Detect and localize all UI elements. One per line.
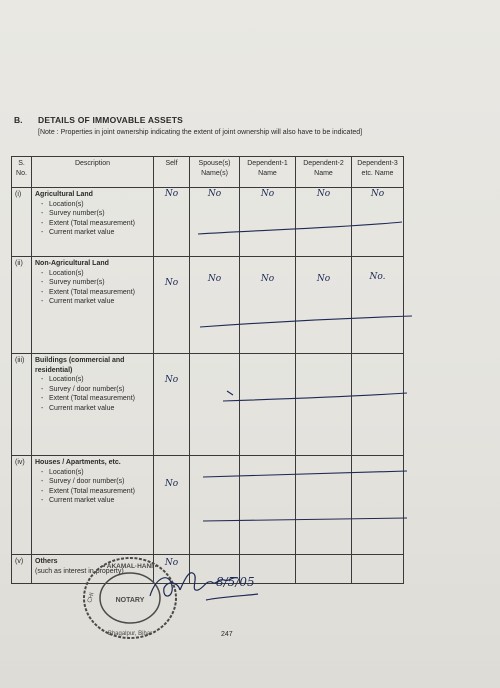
entry-self: No	[154, 456, 190, 555]
list-item: - Survey number(s)	[41, 209, 150, 219]
list-item: - Location(s)	[41, 200, 150, 210]
section-title: DETAILS OF IMMOVABLE ASSETS	[38, 115, 184, 125]
row-sno: (v)	[12, 555, 32, 584]
section-note: [Note : Properties in joint ownership indicating the extent of joint ownership will also have to be indicated]	[38, 129, 363, 136]
row-description	[32, 188, 154, 257]
entry-dependent-3: No.	[352, 257, 404, 354]
entry-dependent-1: No	[240, 257, 296, 354]
list-item: - Extent (Total measurement)	[41, 219, 150, 229]
entry-spouse: No	[190, 188, 240, 257]
entry-self: No	[154, 188, 190, 257]
entry-self: No	[154, 354, 190, 456]
entry-dependent-2: No	[296, 257, 352, 354]
signature-date: 8/5/05	[216, 575, 255, 589]
svg-text:• AKAMAL·HANI •: • AKAMAL·HANI •	[102, 563, 158, 570]
header-dependent-3: Dependent-3 etc. Name	[352, 157, 404, 188]
list-item: - Location(s)	[41, 269, 150, 279]
list-item: - Current market value	[41, 404, 150, 414]
list-item: - Location(s)	[41, 468, 150, 478]
svg-text:Bhagalpur, Bihar: Bhagalpur, Bihar	[107, 631, 153, 637]
page-number: 247	[221, 631, 233, 638]
list-item: - Location(s)	[41, 375, 150, 385]
row-sno: (iii)	[12, 354, 32, 456]
category-subtitle: (such as interest in property)	[35, 567, 124, 575]
strike-line-houses	[195, 466, 410, 482]
strike-line-non-agricultural	[190, 310, 415, 332]
header-sno: S. No.	[12, 157, 32, 188]
row-sno: (ii)	[12, 257, 32, 354]
header-dependent-1: Dependent-1 Name	[240, 157, 296, 188]
category-title: Buildings (commercial and residential)	[35, 357, 125, 374]
header-self: Self	[154, 157, 190, 188]
row-sno: (iv)	[12, 456, 32, 555]
header-spouse: Spouse(s) Name(s)	[190, 157, 240, 188]
category-title: Others	[35, 558, 58, 565]
list-item: - Extent (Total measurement)	[41, 487, 150, 497]
row-sno: (i)	[12, 188, 32, 257]
strike-line-buildings	[195, 385, 410, 411]
entry-dependent-3: No	[352, 188, 404, 257]
category-title: Houses / Apartments, etc.	[35, 459, 121, 466]
list-item: - Current market value	[41, 496, 150, 506]
row-description	[32, 257, 154, 354]
header-description: Description	[32, 157, 154, 188]
notary-signature	[146, 566, 266, 608]
list-item: - Current market value	[41, 297, 150, 307]
table-row	[12, 257, 404, 354]
svg-text:NOTARY: NOTARY	[115, 597, 145, 604]
table-header-row	[12, 157, 404, 188]
category-title: Agricultural Land	[35, 191, 93, 198]
section-letter: B.	[14, 115, 23, 125]
entry-dependent-1: No	[240, 188, 296, 257]
entry-self: No	[154, 257, 190, 354]
entry-dependent-3	[352, 555, 404, 584]
header-dependent-2: Dependent-2 Name	[296, 157, 352, 188]
list-item: - Extent (Total measurement)	[41, 288, 150, 298]
row-description	[32, 354, 154, 456]
entry-dependent-2	[296, 555, 352, 584]
list-item: - Survey / door number(s)	[41, 385, 150, 395]
category-title: Non-Agricultural Land	[35, 260, 109, 267]
list-item: - Survey number(s)	[41, 278, 150, 288]
entry-self: No	[154, 555, 190, 584]
row-description	[32, 456, 154, 555]
svg-text:CHI: CHI	[87, 591, 96, 604]
entry-dependent-2: No	[296, 188, 352, 257]
entry-spouse: No	[190, 257, 240, 354]
strike-line-agricultural	[190, 210, 410, 240]
list-item: - Current market value	[41, 228, 150, 238]
list-item: - Survey / door number(s)	[41, 477, 150, 487]
strike-line-others	[195, 512, 410, 526]
list-item: - Extent (Total measurement)	[41, 394, 150, 404]
